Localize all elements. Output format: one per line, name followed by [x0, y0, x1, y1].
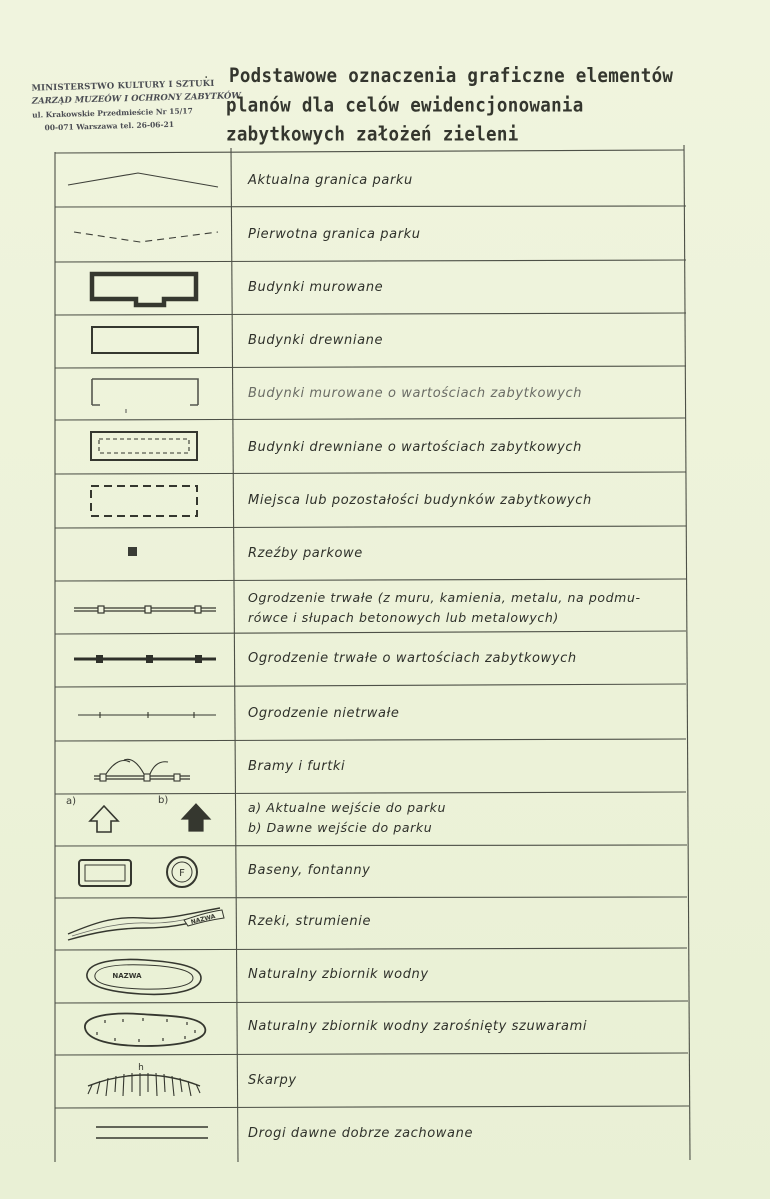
legend-label: Ogrodzenie trwałe o wartościach zabytkowych [248, 651, 577, 666]
legend-label-line-1: a) Aktualne wejście do parku [248, 800, 447, 815]
stamp-line-1: MINISTERSTWO KULTURY I SZTUKI [31, 78, 215, 94]
entrance-tag-b: b) [158, 795, 169, 806]
legend-label: Skarpy [248, 1073, 297, 1088]
legend-label: Baseny, fontanny [248, 863, 371, 878]
entrance-arrow-icon [80, 800, 220, 840]
stamp-line-3: ul. Krakowskie Przedmieście Nr 15/17 [32, 106, 193, 120]
legend-label-line-2: rówce i słupach betonowych lub metalowych) [248, 610, 559, 625]
pond-icon [75, 954, 215, 1000]
sculpture-icon [120, 542, 150, 566]
solid-boundary-line-icon [60, 165, 225, 200]
legend-label: Ogrodzenie nietrwałe [248, 706, 400, 721]
fountain-letter: F [179, 868, 185, 879]
title-line-1: Podstawowe oznaczenia graficzne elementów [229, 65, 674, 88]
legend-label-multiline [248, 798, 688, 838]
legend-label: Naturalny zbiornik wodny [248, 967, 429, 982]
gate-icon [90, 748, 200, 788]
historic-fence-icon [60, 646, 225, 676]
stamp-line-4: 00-071 Warszawa tel. 26-06-21 [44, 119, 175, 133]
permanent-fence-icon [60, 592, 225, 626]
legend-label: Rzeki, strumienie [248, 914, 372, 929]
pool-fountain-icon [75, 852, 225, 894]
historic-wooden-building-icon [80, 426, 210, 468]
historic-masonry-building-icon [80, 373, 210, 415]
legend-label-multiline [248, 588, 688, 628]
legend-label: Budynki drewniane [248, 333, 384, 348]
legend-label: Naturalny zbiornik wodny zarośnięty szuwarami [248, 1019, 588, 1034]
pond-name-tag: NAZWA [112, 972, 142, 980]
legend-label: Miejsca lub pozostałości budynków zabytkowych [248, 493, 592, 508]
slope-height-tag: h [138, 1063, 144, 1073]
masonry-building-icon [80, 268, 210, 308]
stamp-line-2: ZARZĄD MUZEÓW I OCHRONY ZABYTKÓW [31, 91, 242, 107]
old-road-icon [90, 1118, 220, 1148]
legend-label-line-2: b) Dawne wejście do parku [248, 820, 433, 835]
reedy-pond-icon [75, 1006, 215, 1052]
legend-label: Bramy i furtki [248, 759, 346, 774]
dashed-boundary-line-icon [60, 220, 225, 255]
legend-label: Rzeźby parkowe [248, 546, 363, 561]
wooden-building-icon [80, 322, 210, 360]
legend-label: Budynki murowane o wartościach zabytkowych [248, 386, 583, 401]
legend-label: Pierwotna granica parku [248, 227, 421, 242]
title-bullet: . [204, 66, 209, 82]
slope-icon [80, 1058, 210, 1104]
legend-label: Budynki murowane [248, 280, 384, 295]
temporary-fence-icon [60, 700, 225, 730]
river-name-tag: NAZWA [190, 913, 217, 926]
river-icon [62, 902, 232, 946]
legend-label: Drogi dawne dobrze zachowane [248, 1126, 474, 1141]
legend-label: Budynki drewniane o wartościach zabytkowych [248, 440, 582, 455]
building-remains-icon [80, 480, 210, 522]
entrance-tag-a: a) [66, 796, 77, 807]
legend-label: Aktualna granica parku [248, 173, 413, 188]
title-line-3: zabytkowych założeń zieleni [226, 123, 519, 146]
title-line-2: planów dla celów ewidencjonowania [226, 94, 584, 117]
legend-label-line-1: Ogrodzenie trwałe (z muru, kamienia, metalu, na podmu- [248, 590, 641, 605]
